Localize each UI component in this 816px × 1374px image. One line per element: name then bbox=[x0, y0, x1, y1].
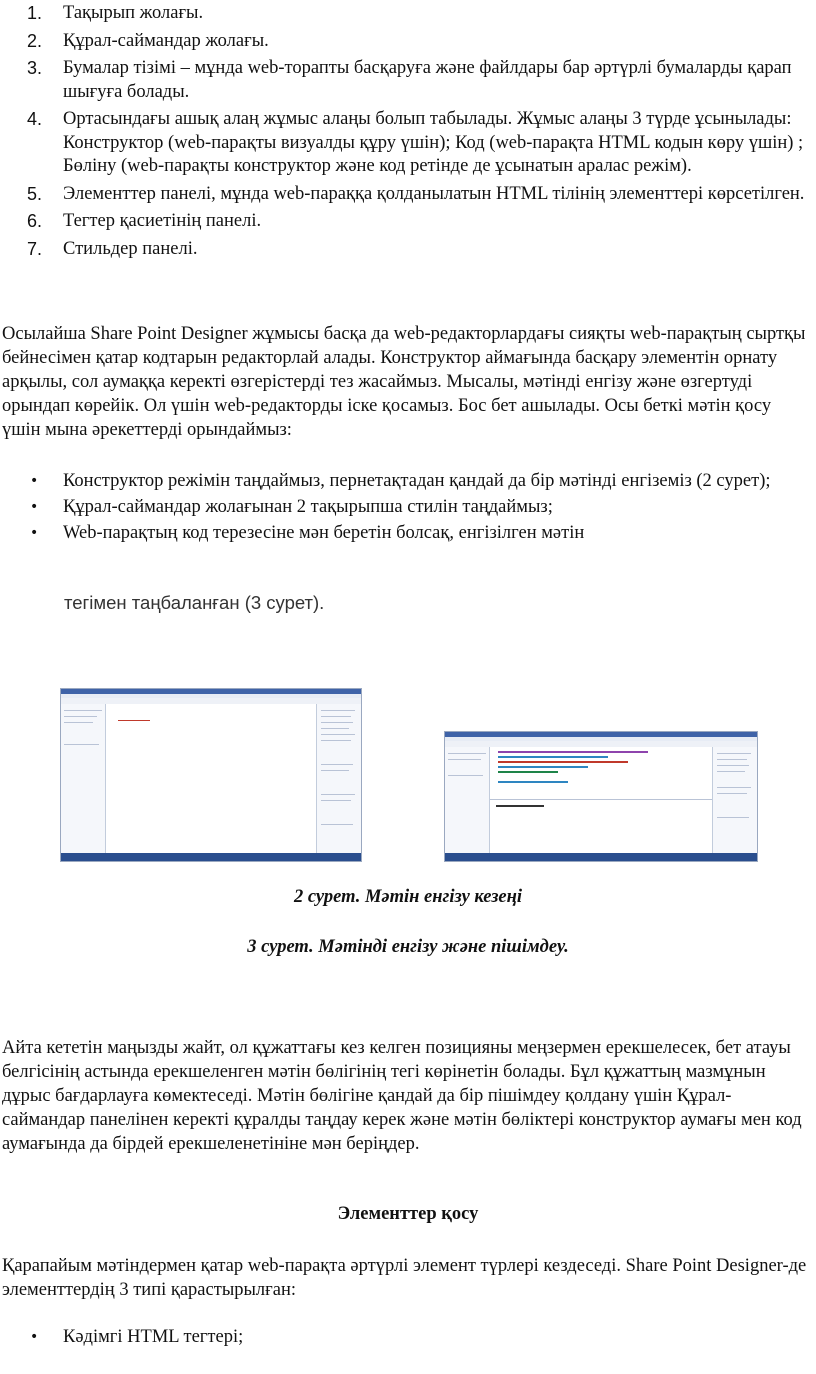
folder-list-pane bbox=[61, 704, 106, 853]
list-item-text: Элементтер панелі, мұнда web-параққа қолданылатын HTML тілінің элементтері көрсетілген. bbox=[63, 183, 805, 204]
bullet-icon: • bbox=[30, 1329, 39, 1345]
list-number: 6. bbox=[27, 211, 43, 231]
list-item-text: Ортасындағы ашық алаң жұмыс алаңы болып табылады. Жұмыс алаңы 3 түрде ұсынылады: Конструктор (web-парақты визуалды құру үшін); Код (web-парақта HTML кодын көру үшін) ; Бөліну (web-парақты конструктор және код ретінде де ұсынатын аралас режім). bbox=[63, 109, 804, 176]
list-number: 4. bbox=[27, 109, 43, 129]
toolbox-pane bbox=[712, 747, 757, 853]
list-item-text: Құрал-саймандар жолағы. bbox=[63, 30, 269, 51]
list-item-text: Тегтер қасиетінің панелі. bbox=[63, 211, 262, 231]
continuation-line: тегімен таңбаланған (3 сурет). bbox=[64, 592, 325, 613]
bullet-icon: • bbox=[30, 499, 39, 515]
split-workarea bbox=[490, 747, 712, 853]
list-item-text: Құрал-саймандар жолағынан 2 тақырыпша стилін таңдаймыз; bbox=[63, 497, 553, 517]
list-item bbox=[0, 30, 816, 54]
list-item bbox=[0, 521, 816, 545]
design-workarea bbox=[106, 704, 316, 853]
paragraph: Айта кететін маңызды жайт, ол құжаттағы кез келген позицияны меңзермен ерекшелесек, бет атауы белгісінің астында ерекшеленген мәтін бөлігінің тегі көрінетін болады. Бұл құжаттың мазмұнын дұрыс бағдарлауға көмектеседі. Мәтін бөлігіне қандай да бір пішімдеу қолдану үшін Құрал-саймандар панелінен керекті құралды таңдау керек және мәтін бөліктері конструктор аумағы мен код аумағында да бірдей ерекшеленетініне мән беріңдер. bbox=[2, 1038, 802, 1154]
list-item bbox=[0, 210, 816, 234]
window-taskbar bbox=[61, 853, 361, 861]
section-heading: Элементтер қосу bbox=[337, 1204, 479, 1224]
bullet-icon: • bbox=[30, 525, 39, 541]
list-item-text: Кәдімгі HTML тегтері; bbox=[63, 1327, 244, 1347]
list-item-text: Web-парақтың код терезесіне мән беретін болсақ, енгізілген мәтін bbox=[63, 523, 585, 543]
list-item bbox=[0, 183, 816, 207]
list-item-text: Стильдер панелі. bbox=[63, 238, 198, 259]
list-item bbox=[0, 57, 816, 104]
list-item-text: Бумалар тізімі – мұнда web-торапты басқаруға және файлдары бар әртүрлі бумаларды қарап шығуға болады. bbox=[63, 58, 792, 102]
list-number: 5. bbox=[27, 183, 43, 204]
list-item bbox=[0, 469, 816, 493]
folder-list-pane bbox=[445, 747, 490, 853]
paragraph: Осылайша Share Point Designer жұмысы басқа да web-редакторлардағы сияқты web-парақтың сыртқы бейнесімен қатар кодтарын редакторлай алады. Конструктор аймағында басқару элементін орнату арқылы, сол аумаққа керекті өзгерістерді тез жасаймыз. Мысалы, мәтінді енгізу және өзгертуді орындап көрейік. Ол үшін web-редакторды іске қосамыз. Бос бет ашылады. Осы беткі мәтін қосу үшін мына әрекеттерді орындаймыз: bbox=[2, 324, 806, 440]
list-item bbox=[0, 2, 816, 26]
list-number: 2. bbox=[27, 30, 43, 51]
list-item bbox=[0, 495, 816, 519]
figure-2-caption: 2 сурет. Мәтін енгізу кезеңі bbox=[293, 887, 523, 907]
list-number: 3. bbox=[27, 58, 43, 78]
figure-3-screenshot bbox=[444, 731, 758, 862]
numbered-list bbox=[0, 2, 816, 259]
list-item bbox=[0, 108, 816, 179]
toolbox-pane bbox=[316, 704, 361, 853]
list-number: 1. bbox=[27, 3, 43, 23]
list-item bbox=[0, 1325, 816, 1349]
list-item-text: Конструктор режімін таңдаймыз, пернетақтадан қандай да бір мәтінді енгіземіз (2 сурет); bbox=[63, 471, 771, 491]
window-taskbar bbox=[445, 853, 757, 861]
bullet-list bbox=[0, 1325, 816, 1349]
bullet-list bbox=[0, 469, 816, 545]
figure-3-caption: 3 сурет. Мәтінді енгізу және пішімдеу. bbox=[247, 937, 569, 957]
figure-2-screenshot bbox=[60, 688, 362, 862]
paragraph: Қарапайым мәтіндермен қатар web-парақта әртүрлі элемент түрлері кездеседі. Share Point Designer-де элементтердің 3 типі қарастырылған: bbox=[2, 1256, 807, 1300]
bullet-icon: • bbox=[30, 473, 39, 489]
list-item-text: Тақырып жолағы. bbox=[63, 3, 204, 23]
list-item bbox=[0, 238, 816, 262]
list-number: 7. bbox=[27, 238, 43, 259]
